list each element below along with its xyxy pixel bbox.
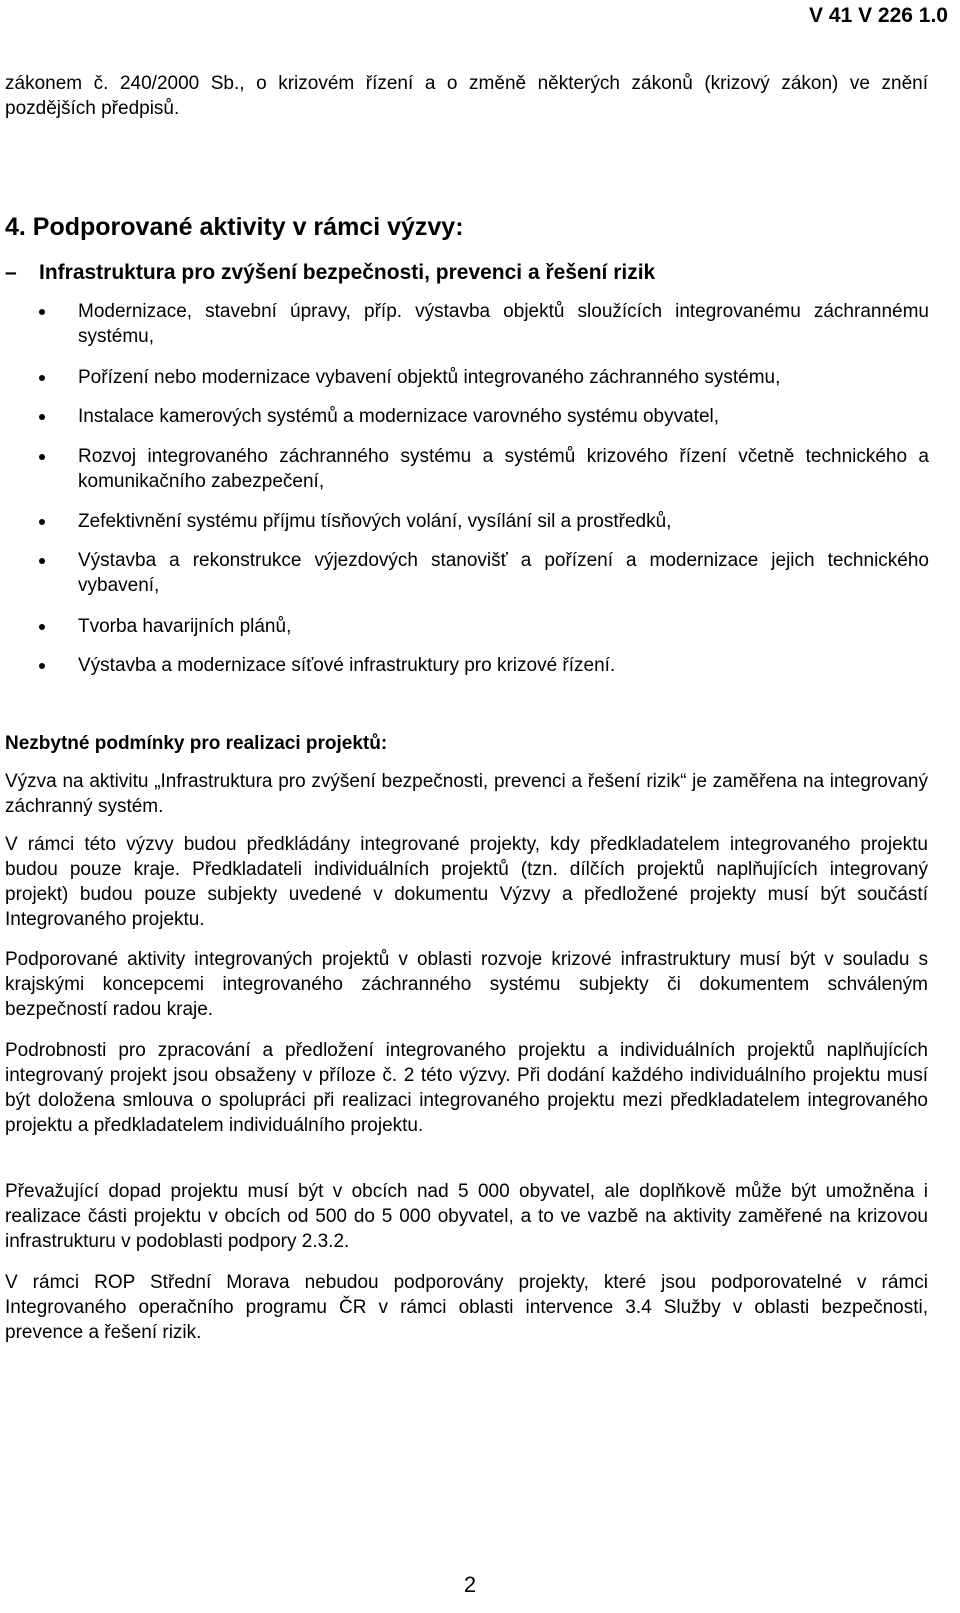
- list-item: [78, 614, 929, 639]
- bullet-icon: [39, 663, 45, 669]
- paragraph: V rámci této výzvy budou předkládány integrované projekty, kdy předkladatelem integrovaného projektu budou pouze kraje. Předkladateli individuálních projektů (tzn. dílčích projektů naplňujících integrovaný projekt) budou pouze subjekty uvedené v dokumentu Výzvy a předložené projekty musí být součástí Integrovaného projektu.: [5, 834, 928, 930]
- page-number: 2: [463, 1572, 477, 1597]
- list-item: [78, 509, 929, 534]
- paragraph: Podporované aktivity integrovaných projektů v oblasti rozvoje krizové infrastruktury musí být v souladu s krajskými koncepcemi integrovaného záchranného systému subjekty či dokumentem schváleným bezpečností radou kraje.: [5, 949, 928, 1020]
- list-item: [78, 548, 929, 598]
- list-item: [78, 299, 929, 349]
- bullet-icon: [39, 309, 45, 315]
- section-heading: 4. Podporované aktivity v rámci výzvy:: [5, 213, 464, 241]
- list-item-text: Tvorba havarijních plánů,: [78, 616, 292, 637]
- list-item-text: Instalace kamerových systémů a modernizace varovného systému obyvatel,: [78, 406, 720, 427]
- subsection-title: Infrastruktura pro zvýšení bezpečnosti, prevenci a řešení rizik: [39, 261, 656, 284]
- list-item: [78, 365, 929, 390]
- bullet-icon: [39, 454, 45, 460]
- list-item-text: Pořízení nebo modernizace vybavení objektů integrovaného záchranného systému,: [78, 367, 781, 388]
- list-item-text: Zefektivnění systému příjmu tísňových volání, vysílání sil a prostředků,: [78, 511, 672, 532]
- bullet-icon: [39, 624, 45, 630]
- list-item-text: Výstavba a rekonstrukce výjezdových stanovišť a pořízení a modernizace jejich technického vybavení,: [78, 550, 929, 596]
- list-item-text: Rozvoj integrovaného záchranného systému a systémů krizového řízení včetně technického a komunikačního zabezpečení,: [78, 446, 929, 492]
- conditions-heading: Nezbytné podmínky pro realizaci projektů:: [5, 733, 388, 754]
- paragraph: Podrobnosti pro zpracování a předložení integrovaného projektu a individuálních projektů naplňujících integrovaný projekt jsou obsaženy v příloze č. 2 této výzvy. Při dodání každého individuálního projektu musí být doložena smlouva o spolupráci při realizaci integrovaného projektu mezi předkladatelem integrovaného projektu a předkladatelem individuálního projektu.: [5, 1040, 928, 1136]
- list-item: [78, 444, 929, 494]
- dash-marker: –: [5, 261, 17, 284]
- document-code: V 41 V 226 1.0: [809, 4, 948, 27]
- paragraph: Převažující dopad projektu musí být v obcích nad 5 000 obyvatel, ale doplňkově může být umožněna i realizace části projektu v obcích od 500 do 5 000 obyvatel, a to ve vazbě na aktivity zaměřené na krizovou infrastrukturu v podoblasti podpory 2.3.2.: [5, 1181, 928, 1252]
- list-item: [78, 404, 929, 429]
- paragraph: Výzva na aktivitu „Infrastruktura pro zvýšení bezpečnosti, prevenci a řešení rizik“ je zaměřena na integrovaný záchranný systém.: [5, 771, 928, 817]
- bullet-icon: [39, 558, 45, 564]
- bullet-icon: [39, 519, 45, 525]
- intro-paragraph: zákonem č. 240/2000 Sb., o krizovém řízení a o změně některých zákonů (krizový zákon) ve znění pozdějších předpisů.: [5, 73, 928, 119]
- bullet-icon: [39, 375, 45, 381]
- bullet-icon: [39, 414, 45, 420]
- paragraph: V rámci ROP Střední Morava nebudou podporovány projekty, které jsou podporovatelné v rámci Integrovaného operačního programu ČR v rámci oblasti intervence 3.4 Služby v oblasti bezpečnosti, prevence a řešení rizik.: [5, 1272, 928, 1343]
- list-item-text: Výstavba a modernizace síťové infrastruktury pro krizové řízení.: [78, 655, 616, 676]
- list-item-text: Modernizace, stavební úpravy, příp. výstavba objektů sloužících integrovanému záchrannému systému,: [78, 301, 929, 347]
- list-item: [78, 653, 929, 678]
- subsection-heading: [5, 259, 655, 287]
